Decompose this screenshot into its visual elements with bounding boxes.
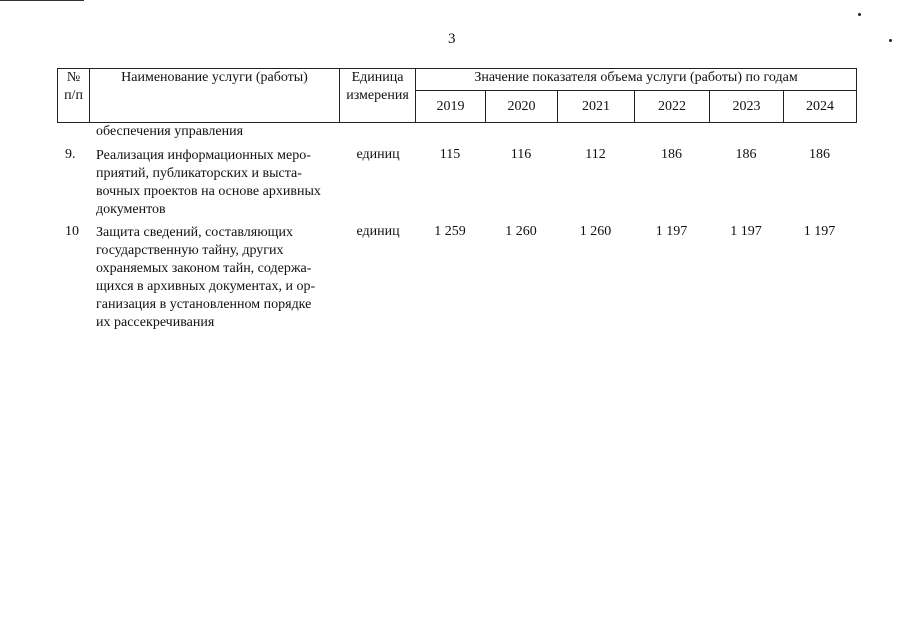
row-unit: единиц: [356, 224, 400, 239]
row-name-line: Реализация информационных меро-: [96, 148, 311, 163]
continuation-text: обеспечения управления: [96, 124, 244, 139]
scan-speck: [889, 39, 892, 42]
header-year: 2021: [558, 91, 635, 123]
row-value-2021: 112: [585, 147, 606, 162]
header-num: [58, 69, 90, 123]
header-num-line1: №: [66, 70, 81, 85]
row-value-2019: 1 259: [434, 224, 466, 239]
row-name-line: государственную тайну, других: [96, 243, 284, 258]
row-number: 10: [65, 224, 79, 239]
row-value-2024: 1 197: [803, 224, 836, 239]
row-value-2023: 1 197: [730, 224, 762, 239]
row-value-2024: 186: [809, 147, 830, 162]
header-values-group: Значение показателя объема услуги (работы) по годам: [416, 69, 857, 91]
header-unit: [340, 69, 416, 123]
row-value-2023: 186: [735, 147, 757, 162]
row-name-line: щихся в архивных документах, и ор-: [96, 279, 316, 294]
services-table-header: [57, 68, 857, 123]
header-name: Наименование услуги (работы): [90, 69, 340, 123]
row-name-line: охраняемых законом тайн, содержа-: [96, 261, 312, 276]
header-num-line2: п/п: [64, 88, 83, 103]
row-unit: единиц: [356, 147, 400, 162]
header-unit-line1: Единица: [351, 70, 404, 85]
row-value-2019: 115: [439, 147, 461, 162]
row-name-line: Защита сведений, составляющих: [96, 225, 293, 240]
header-year: 2022: [635, 91, 710, 123]
top-edge-line: [0, 0, 84, 1]
row-number: 9.: [65, 147, 76, 162]
row-name: [96, 224, 333, 332]
scan-speck: [858, 13, 861, 16]
header-year: 2020: [486, 91, 558, 123]
row-name-line: вочных проектов на основе архивных: [96, 184, 321, 199]
row-name-line: их рассекречивания: [96, 315, 215, 330]
row-value-2021: 1 260: [579, 224, 612, 239]
header-year: 2024: [784, 91, 857, 123]
row-value-2020: 1 260: [505, 224, 537, 239]
row-name-line: ганизация в установленном порядке: [96, 297, 312, 312]
row-name-line: приятий, публикаторских и выста-: [96, 166, 302, 181]
header-unit-line2: измерения: [346, 88, 409, 103]
row-name: [96, 147, 333, 219]
row-value-2020: 116: [510, 147, 532, 162]
header-year: 2023: [710, 91, 784, 123]
page-number: 3: [448, 31, 456, 47]
row-name-line: документов: [96, 202, 166, 217]
row-value-2022: 186: [661, 147, 682, 162]
row-value-2022: 1 197: [655, 224, 688, 239]
header-year: 2019: [416, 91, 486, 123]
